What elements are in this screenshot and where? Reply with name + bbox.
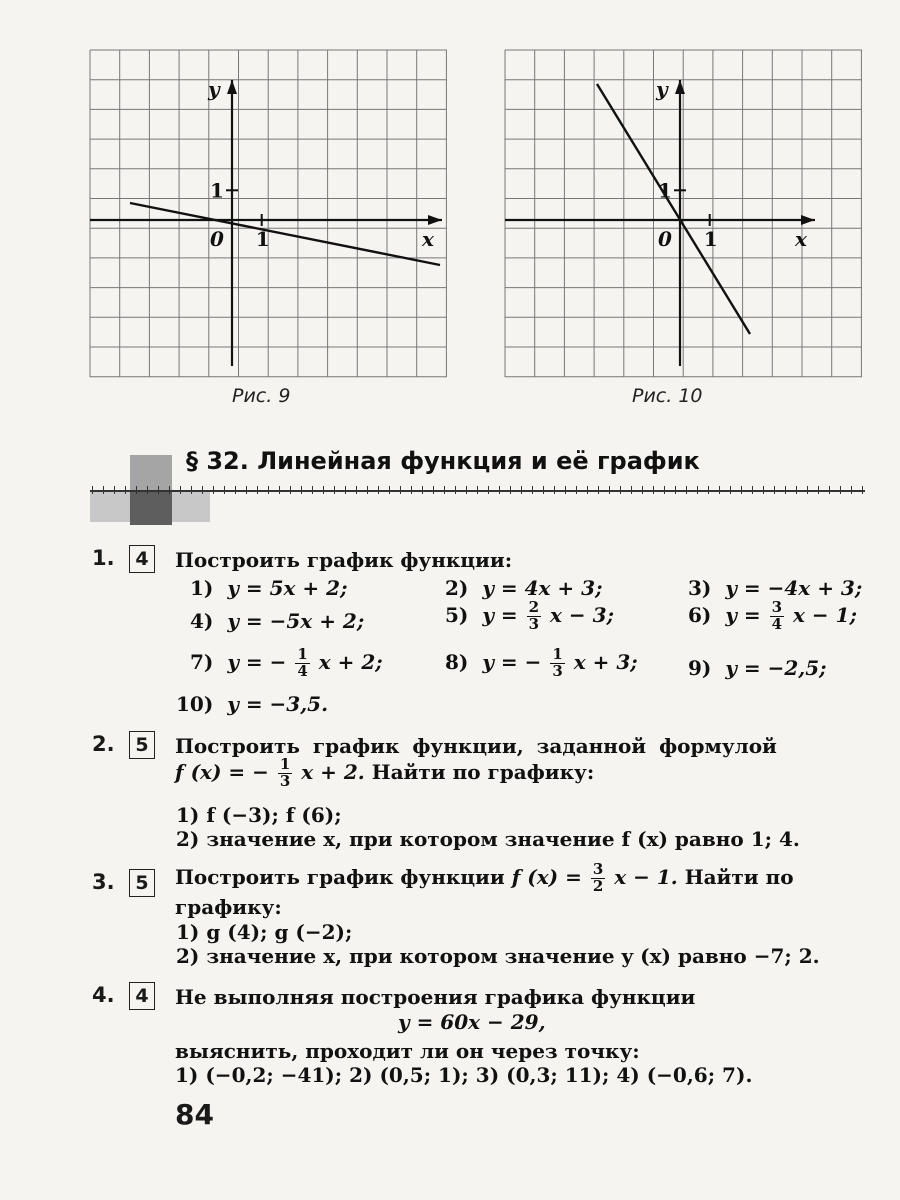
rule-tick [587,486,588,494]
rule-tick [862,486,863,494]
fraction: $\frac{1}{3}$ [279,755,291,790]
rule-tick [752,486,753,494]
rule-tick [609,486,610,494]
rule-tick [235,486,236,494]
exercise-4-line-3: выяснить, проходит ли он через точку: [175,1039,640,1063]
exercise-2-number: 2. [92,732,115,756]
rule-tick [103,486,104,494]
x-tick-label: 1 [255,227,270,251]
rule-tick [323,486,324,494]
rule-tick [851,486,852,494]
function-line [597,84,750,334]
rule-tick [840,486,841,494]
rule-tick [158,486,159,494]
exercise-1-text: Построить график функции: [175,548,513,572]
figure-9-graph [90,50,447,377]
rule-tick [708,486,709,494]
ex1-item-10: 10) y = −3,5. [176,692,329,716]
origin-label: 0 [658,227,672,251]
rule-tick [719,486,720,494]
ex1-item-3: 3) y = −4x + 3; [688,576,863,600]
rule-tick [477,486,478,494]
rule-tick [345,486,346,494]
fraction: $\frac{3}{2}$ [592,860,604,895]
rule-tick [114,486,115,494]
rule-tick [213,486,214,494]
rule-tick [290,486,291,494]
rule-tick [763,486,764,494]
rule-tick [774,486,775,494]
rule-tick [433,486,434,494]
rule-tick [400,486,401,494]
rule-tick [620,486,621,494]
rule-tick [796,486,797,494]
x-axis-arrow [428,215,442,225]
rule-tick [169,486,170,494]
ex1-item-6: 6) y = $\frac{3}{4}$ x − 1; [688,598,857,633]
rule-tick [92,486,93,494]
rule-tick [510,486,511,494]
exercise-2-item-2: 2) значение x, при котором значение f (x) равно 1; 4. [176,827,800,851]
rule-tick [257,486,258,494]
exercise-3-item-1: 1) g (4); g (−2); [176,920,353,944]
exercise-2-line-2: f (x) = − $\frac{1}{3}$ x + 2. Найти по графику: [175,755,595,790]
rule-tick [741,486,742,494]
exercise-3-line-2: графику: [175,895,282,919]
rule-tick [389,486,390,494]
rule-tick [664,486,665,494]
exercise-2-item-1: 1) f (−3); f (6); [176,803,342,827]
rule-tick [224,486,225,494]
y-axis-label: y [656,77,668,101]
exercise-3-number: 3. [92,870,115,894]
decorative-block-dark [130,490,172,525]
rule-tick [576,486,577,494]
ex1-item-2: 2) y = 4x + 3; [445,576,603,600]
y-axis-arrow [227,80,237,94]
exercise-3-line-1: Построить график функции f (x) = $\frac{3}{2}$ x − 1. Найти по [175,860,794,895]
rule-tick [180,486,181,494]
rule-tick [411,486,412,494]
rule-tick [455,486,456,494]
rule-tick [246,486,247,494]
rule-tick [532,486,533,494]
rule-tick [422,486,423,494]
rule-tick [697,486,698,494]
fraction: $\frac{1}{3}$ [552,645,563,680]
rule-tick [136,486,137,494]
rule-tick [554,486,555,494]
rule-tick [147,486,148,494]
ex1-item-8: 8) y = − $\frac{1}{3}$ x + 3; [445,645,638,680]
rule-tick [543,486,544,494]
y-tick-label: 1 [210,178,224,203]
rule-tick [378,486,379,494]
rule-tick [642,486,643,494]
fraction: $\frac{3}{4}$ [771,598,783,633]
x-tick-label: 1 [703,227,718,251]
origin-label: 0 [210,227,224,251]
rule-tick [807,486,808,494]
ex1-item-9: 9) y = −2,5; [688,656,827,680]
fraction: $\frac{2}{3}$ [528,598,540,633]
x-axis-label: x [795,227,807,251]
rule-tick [202,486,203,494]
rule-tick [818,486,819,494]
rule-tick [675,486,676,494]
rule-tick [829,486,830,494]
page-number: 84 [175,1098,214,1131]
rule-tick [631,486,632,494]
rule-tick [301,486,302,494]
exercise-3-item-2: 2) значение x, при котором значение y (x) равно −7; 2. [176,944,820,968]
rule-tick [279,486,280,494]
rule-tick [686,486,687,494]
x-axis-label: x [422,227,434,251]
fraction: $\frac{1}{4}$ [297,645,308,680]
exercise-1-level: 4 [129,545,155,573]
rule-tick [488,486,489,494]
exercise-2-line-1: Построить график функции, заданной формулой [175,734,777,758]
rule-tick [730,486,731,494]
exercise-4-level: 4 [129,982,155,1010]
rule-tick [367,486,368,494]
rule-tick [499,486,500,494]
ex1-item-7: 7) y = − $\frac{1}{4}$ x + 2; [190,645,383,680]
rule-tick [356,486,357,494]
exercise-4-formula: y = 60x − 29, [398,1010,546,1034]
rule-tick [565,486,566,494]
figure-9-caption: Рис. 9 [232,385,291,407]
rule-tick [334,486,335,494]
figure-10-caption: Рис. 10 [632,385,703,407]
exercise-4-points: 1) (−0,2; −41); 2) (0,5; 1); 3) (0,3; 11); 4) (−0,6; 7). [175,1063,753,1087]
ex1-item-5: 5) y = $\frac{2}{3}$ x − 3; [445,598,614,633]
exercise-3-level: 5 [129,869,155,897]
ex1-item-4: 4) y = −5x + 2; [190,609,365,633]
rule-tick [268,486,269,494]
rule-tick [598,486,599,494]
rule-tick [312,486,313,494]
rule-tick [444,486,445,494]
function-line [130,203,440,265]
exercise-1-number: 1. [92,546,115,570]
x-axis-arrow [801,215,815,225]
exercise-4-number: 4. [92,983,115,1007]
ex1-item-1: 1) y = 5x + 2; [190,576,348,600]
rule-tick [653,486,654,494]
y-tick-label: 1 [658,178,672,203]
rule-tick [466,486,467,494]
rule-tick [191,486,192,494]
rule-tick [521,486,522,494]
rule-tick [125,486,126,494]
rule-tick [785,486,786,494]
section-title: § 32. Линейная функция и её график [186,447,700,475]
figures-area [0,0,900,380]
figure-10-graph [505,50,862,377]
y-axis-label: y [208,77,220,101]
exercise-4-line-1: Не выполняя построения графика функции [175,985,696,1009]
exercise-2-level: 5 [129,731,155,759]
